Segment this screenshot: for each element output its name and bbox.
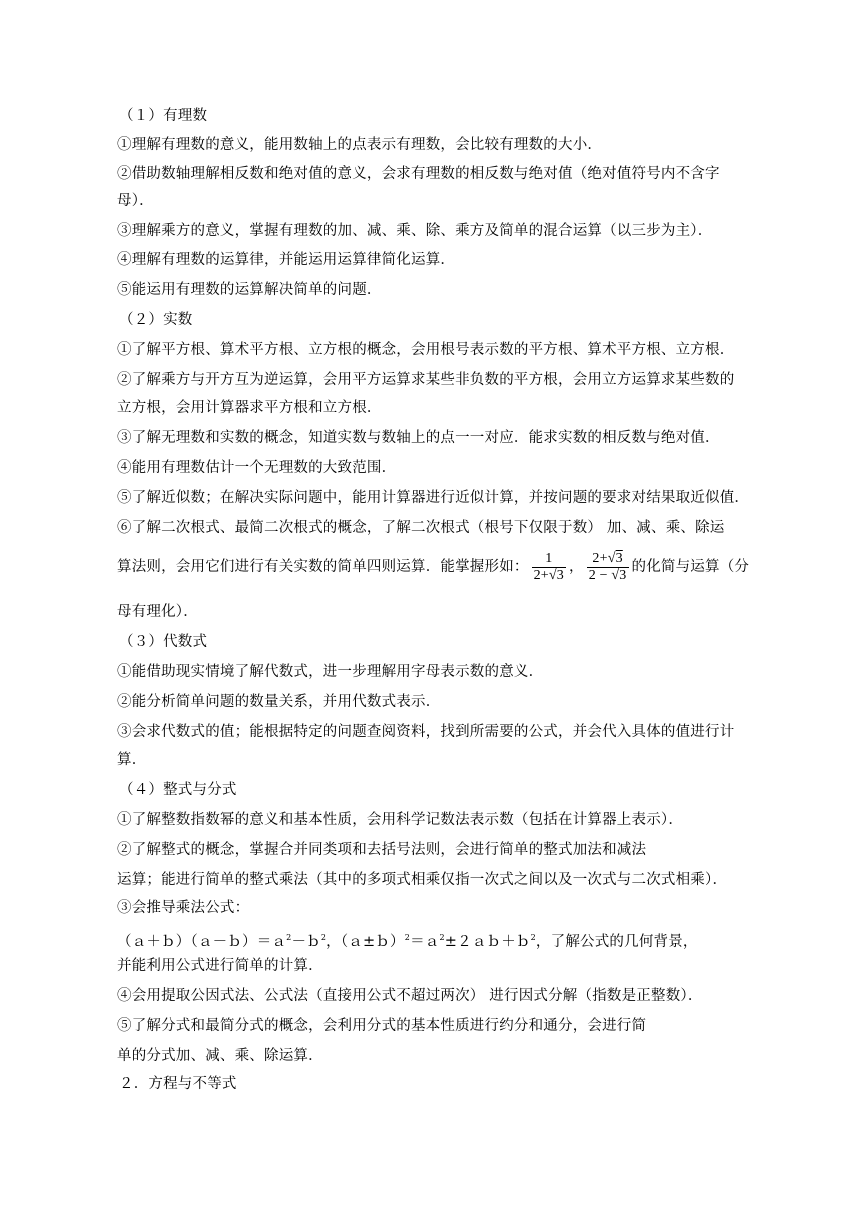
fraction-2-denominator: 2 − √3 <box>588 567 627 583</box>
paragraph-line: ④理解有理数的运算律，并能运用运算律简化运算． <box>117 252 456 268</box>
paragraph-line: 并能利用公式进行简单的计算． <box>117 958 323 974</box>
section-heading: ２．方程与不等式 <box>119 1076 237 1092</box>
paragraph-line: ①理解有理数的意义，能用数轴上的点表示有理数，会比较有理数的大小． <box>117 137 603 153</box>
formula-line-lead: 算法则，会用它们进行有关实数的简单四则运算．能掌握形如： <box>117 559 529 575</box>
paragraph-line: ②了解整式的概念，掌握合并同类项和去括号法则，会进行简单的整式加法和减法 <box>117 842 647 858</box>
paragraph-line: ①了解平方根、算术平方根、立方根的概念，会用根号表示数的平方根、算术平方根、立方根． <box>117 342 735 358</box>
paragraph-line: 母有理化）． <box>117 604 198 620</box>
paragraph-line: ③会求代数式的值；能根据特定的问题查阅资料，找到所需要的公式，并会代入具体的值进行计 <box>117 724 735 740</box>
separator-comma: ， <box>569 559 584 575</box>
paragraph-line: ③了解无理数和实数的概念，知道实数与数轴上的点一一对应．能求实数的相反数与绝对值． <box>117 430 720 446</box>
paragraph-line: 母）． <box>117 193 154 209</box>
paragraph-line: ①了解整数指数幂的意义和基本性质，会用科学记数法表示数（包括在计算器上表示）． <box>117 812 684 828</box>
paragraph-line: ④会用提取公因式法、公式法（直接用公式不超过两次） 进行因式分解（指数是正整数）． <box>117 988 703 1004</box>
paragraph-line: 单的分式加、减、乘、除运算． <box>117 1048 323 1064</box>
paragraph-line: ②了解乘方与开方互为逆运算，会用平方运算求某些非负数的平方根，会用立方运算求某些数的 <box>117 372 735 388</box>
paragraph-line: ⑤了解分式和最简分式的概念，会利用分式的基本性质进行约分和通分，会进行简 <box>117 1018 647 1034</box>
section-heading: （１）有理数 <box>119 108 208 124</box>
formula-line-tail: 的化简与运算（分 <box>631 559 750 575</box>
section-heading: （２）实数 <box>119 312 193 328</box>
section-heading: （３）代数式 <box>119 634 208 650</box>
paragraph-line: 立方根，会用计算器求平方根和立方根． <box>117 400 382 416</box>
fraction-2-numerator: 2+√3 <box>592 550 623 566</box>
paragraph-line: ③理解乘方的意义，掌握有理数的加、减、乘、除、乘方及简单的混合运算（以三步为主）． <box>117 223 713 239</box>
paragraph-line: ①能借助现实情境了解代数式，进一步理解用字母表示数的意义． <box>117 664 544 680</box>
paragraph-line: ②能分析简单问题的数量关系，并用代数式表示． <box>117 694 441 710</box>
fraction-2 <box>587 551 629 584</box>
fraction-1-numerator: 1 <box>545 550 553 566</box>
paragraph-line: 算． <box>117 752 147 768</box>
paragraph-line: ⑤了解近似数；在解决实际问题中，能用计算器进行近似计算，并按问题的要求对结果取近似值． <box>117 490 750 506</box>
paragraph-line: ④能用有理数估计一个无理数的大致范围． <box>117 460 397 476</box>
fraction-1-denominator: 2+√3 <box>533 567 564 583</box>
paragraph-line: 运算；能进行简单的整式乘法（其中的多项式相乘仅指一次式之间以及一次式与二次式相乘）． <box>117 872 728 888</box>
paragraph-line: ⑥了解二次根式、最简二次根式的概念，了解二次根式（根号下仅限于数） 加、减、乘、除运 <box>117 520 725 536</box>
formula-line <box>117 549 749 585</box>
fraction-1 <box>532 551 566 584</box>
paragraph-line: ⑤能运用有理数的运算解决简单的问题． <box>117 282 382 298</box>
paragraph-line: ③会推导乘法公式： <box>117 900 250 916</box>
identity-line: （ａ＋ｂ）（ａ－ｂ）＝ａ$^2$－ｂ$^2$，（ａ±ｂ）$^2$＝ａ$^2$±２ａｂ＋ｂ$^2$，了解公式的几何背景， <box>117 933 698 950</box>
section-heading: （４）整式与分式 <box>119 782 237 798</box>
paragraph-line: ②借助数轴理解相反数和绝对值的意义，会求有理数的相反数与绝对值（绝对值符号内不含字 <box>117 166 720 182</box>
